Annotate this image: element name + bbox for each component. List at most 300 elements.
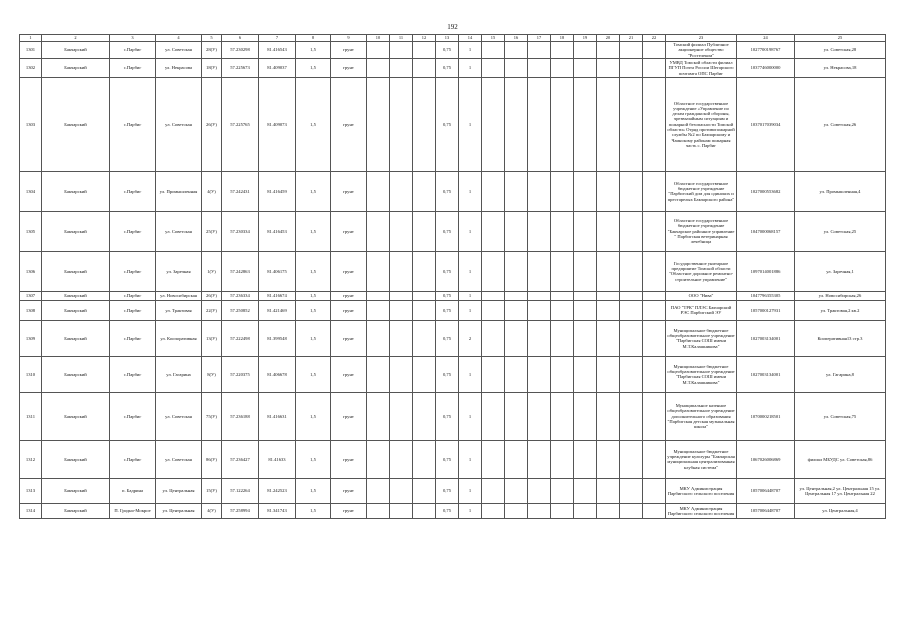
- table-cell: [505, 300, 528, 320]
- table-cell: [413, 58, 436, 77]
- table-cell: 1: [459, 300, 482, 320]
- table-cell: 1027003134001: [737, 320, 795, 356]
- table-cell: [551, 58, 574, 77]
- table-cell: ул. Гагарина: [156, 356, 202, 392]
- table-cell: 1,5: [296, 171, 331, 211]
- table-cell: 57.258994: [222, 503, 259, 518]
- table-cell: Областное государственное учреждение «Управление по делам гражданской обороны, чрезвычайным ситуациям и пожарной безопасности Томской области» Отряд противопожарной службы №2 по Бакчарскому и Чаинскому районам пожарная часть с. Парбиг: [666, 77, 737, 171]
- table-cell: 1057006448707: [737, 478, 795, 503]
- table-cell: 26(У): [202, 77, 222, 171]
- table-cell: 1070000218501: [737, 392, 795, 440]
- table-cell: [413, 503, 436, 518]
- table-cell: с.Парбиг: [110, 58, 156, 77]
- table-cell: [620, 356, 643, 392]
- table-cell: 0,75: [436, 42, 459, 59]
- table-cell: 1,5: [296, 251, 331, 291]
- table-cell: [643, 77, 666, 171]
- table-cell: [574, 291, 597, 300]
- table-cell: 86(У): [202, 440, 222, 478]
- table-row: [20, 291, 886, 300]
- table-cell: 1313: [20, 478, 42, 503]
- table-cell: [367, 392, 390, 440]
- table-cell: Государственное унитарное предприятие Томской области "Областное дорожное ремонтно-строительное управление": [666, 251, 737, 291]
- table-cell: грунт: [331, 291, 367, 300]
- table-cell: 1047796355305: [737, 291, 795, 300]
- table-cell: 25(У): [202, 211, 222, 251]
- table-cell: [643, 291, 666, 300]
- table-cell: [367, 478, 390, 503]
- table-cell: [482, 392, 505, 440]
- table-cell: грунт: [331, 320, 367, 356]
- table-cell: 1,5: [296, 478, 331, 503]
- table-cell: 0,75: [436, 291, 459, 300]
- column-header: 4: [156, 35, 202, 42]
- table-cell: [505, 478, 528, 503]
- table-cell: [574, 211, 597, 251]
- table-cell: Бакчарский: [42, 356, 110, 392]
- table-cell: 57.220375: [222, 356, 259, 392]
- column-header: 2: [42, 35, 110, 42]
- table-cell: [390, 440, 413, 478]
- column-header: 3: [110, 35, 156, 42]
- table-cell: с.Парбиг: [110, 300, 156, 320]
- header-row: [20, 35, 886, 42]
- column-header: 15: [482, 35, 505, 42]
- table-cell: с.Парбиг: [110, 440, 156, 478]
- table-cell: ул. Советская: [156, 211, 202, 251]
- table-cell: с.Парбиг: [110, 320, 156, 356]
- table-cell: 1307: [20, 291, 42, 300]
- table-cell: ул. Трактовая,2 кв.2: [795, 300, 886, 320]
- table-row: [20, 392, 886, 440]
- table-cell: 57.242863: [222, 251, 259, 291]
- table-cell: [390, 503, 413, 518]
- table-cell: [574, 392, 597, 440]
- table-cell: [413, 300, 436, 320]
- table-cell: с.Парбиг: [110, 356, 156, 392]
- table-cell: ул. Советская,75: [795, 392, 886, 440]
- table-cell: ул. Советская: [156, 42, 202, 59]
- table-cell: 1047000068157: [737, 211, 795, 251]
- table-cell: [528, 320, 551, 356]
- table-cell: [413, 42, 436, 59]
- table-cell: Кооперативная13 стр.3: [795, 320, 886, 356]
- table-cell: [574, 503, 597, 518]
- table-cell: [597, 211, 620, 251]
- table-cell: [390, 392, 413, 440]
- table-cell: [482, 503, 505, 518]
- table-cell: 1027003134001: [737, 356, 795, 392]
- table-cell: [528, 356, 551, 392]
- table-cell: грунт: [331, 251, 367, 291]
- table-cell: УМВД Томской области филиал ПГУП Почта России Шегарского почтамта ОПС Парбиг: [666, 58, 737, 77]
- table-cell: 57.250852: [222, 300, 259, 320]
- table-cell: Бакчарский: [42, 392, 110, 440]
- table-cell: 1(У): [202, 251, 222, 291]
- table-cell: [574, 77, 597, 171]
- table-cell: [413, 440, 436, 478]
- table-cell: [597, 503, 620, 518]
- table-cell: ул. Заречная: [156, 251, 202, 291]
- table-cell: [367, 58, 390, 77]
- table-cell: [528, 77, 551, 171]
- table-cell: [505, 503, 528, 518]
- table-cell: [643, 392, 666, 440]
- table-cell: [482, 171, 505, 211]
- table-cell: 1027700198767: [737, 42, 795, 59]
- column-header: 5: [202, 35, 222, 42]
- table-cell: Бакчарский: [42, 251, 110, 291]
- table-cell: ул. Центральная: [156, 478, 202, 503]
- table-cell: [528, 300, 551, 320]
- table-cell: грунт: [331, 300, 367, 320]
- table-cell: [390, 171, 413, 211]
- table-cell: 1,5: [296, 503, 331, 518]
- table-cell: [482, 300, 505, 320]
- table-cell: 0,75: [436, 392, 459, 440]
- table-cell: 1305: [20, 211, 42, 251]
- table-row: [20, 171, 886, 211]
- table-cell: [597, 291, 620, 300]
- table-cell: 1: [459, 356, 482, 392]
- table-cell: [574, 440, 597, 478]
- table-cell: [390, 42, 413, 59]
- table-cell: ПАО "ТРК" ПЛЭС Бакчарский РЭС Парбигский ЭУ: [666, 300, 737, 320]
- table-cell: 1: [459, 42, 482, 59]
- table-cell: 57.242431: [222, 171, 259, 211]
- table-cell: [367, 171, 390, 211]
- table-row: [20, 440, 886, 478]
- table-cell: 1314: [20, 503, 42, 518]
- table-row: [20, 211, 886, 251]
- table-cell: 0,75: [436, 440, 459, 478]
- table-cell: [574, 478, 597, 503]
- table-cell: ул. Советская: [156, 77, 202, 171]
- table-cell: грунт: [331, 478, 367, 503]
- table-cell: грунт: [331, 211, 367, 251]
- table-cell: 1,5: [296, 300, 331, 320]
- table-cell: 0,75: [436, 320, 459, 356]
- table-cell: [482, 42, 505, 59]
- table-cell: 81.409073: [259, 77, 296, 171]
- column-header: 7: [259, 35, 296, 42]
- table-cell: [367, 77, 390, 171]
- table-cell: 4(У): [202, 171, 222, 211]
- table-cell: [528, 251, 551, 291]
- table-cell: Бакчарский: [42, 211, 110, 251]
- table-cell: [620, 211, 643, 251]
- table-cell: [620, 291, 643, 300]
- column-header: 20: [597, 35, 620, 42]
- column-header: 12: [413, 35, 436, 42]
- table-cell: [643, 356, 666, 392]
- table-cell: Областное государственное бюджетное учреждение "Бакчарское районное управление " Парбигская ветеринарная лечебница: [666, 211, 737, 251]
- table-cell: [620, 440, 643, 478]
- table-cell: [551, 291, 574, 300]
- table-cell: 22(У): [202, 300, 222, 320]
- table-cell: ул. Некрасова,18: [795, 58, 886, 77]
- table-cell: 1,5: [296, 320, 331, 356]
- table-cell: [574, 320, 597, 356]
- table-cell: 1308: [20, 300, 42, 320]
- table-cell: [390, 300, 413, 320]
- table-cell: 1,5: [296, 392, 331, 440]
- table-cell: [620, 42, 643, 59]
- table-cell: [574, 251, 597, 291]
- table-cell: 1057006448707: [737, 503, 795, 518]
- table-cell: [597, 356, 620, 392]
- table-cell: [528, 211, 551, 251]
- table-cell: 1: [459, 478, 482, 503]
- table-cell: [390, 356, 413, 392]
- table-cell: [597, 77, 620, 171]
- table-cell: с.Парбиг: [110, 77, 156, 171]
- table-cell: 1027000553682: [737, 171, 795, 211]
- table-cell: [482, 211, 505, 251]
- table-cell: филиал МБУДС ул. Советская,86: [795, 440, 886, 478]
- table-cell: [597, 478, 620, 503]
- table-cell: грунт: [331, 440, 367, 478]
- table-cell: ООО "Нива": [666, 291, 737, 300]
- table-cell: 1037017039034: [737, 77, 795, 171]
- table-cell: 1: [459, 392, 482, 440]
- table-cell: [413, 478, 436, 503]
- table-cell: [413, 77, 436, 171]
- table-cell: 1,5: [296, 77, 331, 171]
- table-cell: [390, 58, 413, 77]
- table-cell: [367, 356, 390, 392]
- column-header: 22: [643, 35, 666, 42]
- table-cell: 1: [459, 291, 482, 300]
- table-cell: [390, 320, 413, 356]
- table-cell: 1304: [20, 171, 42, 211]
- table-row: [20, 251, 886, 291]
- table-cell: с.Парбиг: [110, 251, 156, 291]
- table-cell: [528, 58, 551, 77]
- table-cell: Областное государственное бюджетное учреждение "Парбигский дом для одиноких и престарелых Бакчарского района": [666, 171, 737, 211]
- table-cell: 57.222498: [222, 320, 259, 356]
- table-cell: [367, 300, 390, 320]
- table-cell: 1: [459, 58, 482, 77]
- table-cell: [413, 392, 436, 440]
- table-cell: с.Парбиг: [110, 171, 156, 211]
- table-row: [20, 503, 886, 518]
- table-cell: [482, 356, 505, 392]
- table-cell: [551, 392, 574, 440]
- table-cell: [620, 251, 643, 291]
- table-cell: [551, 478, 574, 503]
- table-cell: 1,5: [296, 42, 331, 59]
- table-cell: ул. Советская,26: [795, 77, 886, 171]
- table-cell: [551, 320, 574, 356]
- table-cell: ул. Центральная,2 ул. Центральная 15 ул. Центральная 17 ул. Центральная 22: [795, 478, 886, 503]
- table-cell: 1: [459, 171, 482, 211]
- table-cell: [505, 291, 528, 300]
- table-cell: [482, 291, 505, 300]
- table-cell: 1310: [20, 356, 42, 392]
- table-cell: 0,75: [436, 58, 459, 77]
- table-cell: ул. Заречная,1: [795, 251, 886, 291]
- table-row: [20, 58, 886, 77]
- table-cell: [551, 211, 574, 251]
- table-cell: Бакчарский: [42, 171, 110, 211]
- table-cell: 1: [459, 440, 482, 478]
- table-cell: 81.416674: [259, 291, 296, 300]
- table-cell: [551, 503, 574, 518]
- table-cell: 15(У): [202, 478, 222, 503]
- table-cell: Муниципальное казенное общеобразовательное учреждение дополнительного образования "Парбигская детская музыкальная школа": [666, 392, 737, 440]
- table-cell: [620, 320, 643, 356]
- table-cell: с.Парбиг: [110, 291, 156, 300]
- table-cell: 1: [459, 77, 482, 171]
- table-cell: [528, 291, 551, 300]
- table-cell: [620, 478, 643, 503]
- table-cell: [597, 320, 620, 356]
- table-cell: 1301: [20, 42, 42, 59]
- table-cell: МКУ Администрация Парбигского сельского поселения: [666, 503, 737, 518]
- table-cell: 0,75: [436, 77, 459, 171]
- table-cell: [643, 440, 666, 478]
- table-row: [20, 478, 886, 503]
- column-header: 19: [574, 35, 597, 42]
- page-number: 192: [447, 23, 458, 31]
- table-cell: 0,75: [436, 300, 459, 320]
- table-cell: 0,75: [436, 171, 459, 211]
- table-cell: [574, 42, 597, 59]
- table-cell: [551, 251, 574, 291]
- table-cell: [528, 392, 551, 440]
- table-cell: 18(У): [202, 58, 222, 77]
- table-cell: ул. Трактовая: [156, 300, 202, 320]
- table-cell: грунт: [331, 392, 367, 440]
- column-header: 25: [795, 35, 886, 42]
- table-cell: 1306: [20, 251, 42, 291]
- table-cell: Муниципальное бюджетное учреждение культуры "Бакчарская муниципальная централизованная клубная система": [666, 440, 737, 478]
- table-cell: [643, 42, 666, 59]
- table-cell: 57.236427: [222, 440, 259, 478]
- table-cell: п. Бадрина: [110, 478, 156, 503]
- table-row: [20, 77, 886, 171]
- column-header: 17: [528, 35, 551, 42]
- table-cell: 81.242523: [259, 478, 296, 503]
- table-cell: 1302: [20, 58, 42, 77]
- column-header: 8: [296, 35, 331, 42]
- table-cell: 57.236334: [222, 291, 259, 300]
- table-cell: [505, 392, 528, 440]
- table-cell: 1: [459, 211, 482, 251]
- table-row: [20, 300, 886, 320]
- table-cell: Муниципальное бюджетное общеобразовательное учреждение "Парбигская СОШ имени М.Т.Калашникова": [666, 320, 737, 356]
- table-cell: с.Парбиг: [110, 211, 156, 251]
- table-cell: ул. Коопоративная: [156, 320, 202, 356]
- table-cell: 1,5: [296, 356, 331, 392]
- table-cell: грунт: [331, 77, 367, 171]
- table-cell: [413, 171, 436, 211]
- table-cell: [367, 440, 390, 478]
- table-cell: [551, 440, 574, 478]
- registry-table: [19, 34, 886, 519]
- table-cell: [505, 42, 528, 59]
- table-cell: Бакчарский: [42, 58, 110, 77]
- table-cell: 1: [459, 503, 482, 518]
- table-cell: [620, 503, 643, 518]
- table-cell: [505, 356, 528, 392]
- column-header: 13: [436, 35, 459, 42]
- table-cell: грунт: [331, 503, 367, 518]
- table-cell: 81.416453: [259, 211, 296, 251]
- table-cell: [597, 392, 620, 440]
- table-cell: [482, 58, 505, 77]
- table-cell: с.Парбиг: [110, 42, 156, 59]
- table-cell: [367, 291, 390, 300]
- table-cell: [413, 291, 436, 300]
- column-header: 14: [459, 35, 482, 42]
- table-cell: [643, 251, 666, 291]
- table-cell: [528, 440, 551, 478]
- column-header: 21: [620, 35, 643, 42]
- table-cell: [413, 356, 436, 392]
- table-cell: 81.409037: [259, 58, 296, 77]
- table-cell: [505, 58, 528, 77]
- table-cell: 75(У): [202, 392, 222, 440]
- column-header: 6: [222, 35, 259, 42]
- table-cell: [413, 320, 436, 356]
- table-cell: ул. Советская,25: [795, 211, 886, 251]
- table-cell: ул. Некрасова: [156, 58, 202, 77]
- table-cell: Томский филиал Публичное акционерное общество "Ростелеком": [666, 42, 737, 59]
- table-cell: [482, 320, 505, 356]
- table-cell: [643, 58, 666, 77]
- table-cell: [390, 251, 413, 291]
- table-cell: 1303: [20, 77, 42, 171]
- table-cell: [551, 300, 574, 320]
- table-cell: [620, 58, 643, 77]
- table-cell: 57.122264: [222, 478, 259, 503]
- table-cell: 8(У): [202, 356, 222, 392]
- table-cell: ул. Советская,28: [795, 42, 886, 59]
- table-cell: [390, 478, 413, 503]
- table-cell: 1: [459, 251, 482, 291]
- table-cell: с.Парбиг: [110, 392, 156, 440]
- table-cell: ул. Новосибирская,26: [795, 291, 886, 300]
- table-cell: [505, 171, 528, 211]
- table-cell: [482, 478, 505, 503]
- table-cell: Бакчарский: [42, 320, 110, 356]
- table-cell: [482, 440, 505, 478]
- table-cell: 81.41633: [259, 440, 296, 478]
- table-cell: [643, 320, 666, 356]
- table-cell: [367, 503, 390, 518]
- table-cell: Бакчарский: [42, 478, 110, 503]
- table-cell: 1057000127931: [737, 300, 795, 320]
- table-cell: 1,5: [296, 440, 331, 478]
- table-cell: 57.225673: [222, 58, 259, 77]
- table-cell: [643, 211, 666, 251]
- column-header: 18: [551, 35, 574, 42]
- table-cell: грунт: [331, 171, 367, 211]
- table-cell: [482, 77, 505, 171]
- table-cell: 0,75: [436, 503, 459, 518]
- table-cell: [505, 251, 528, 291]
- table-cell: [390, 291, 413, 300]
- table-cell: 2: [459, 320, 482, 356]
- table-cell: [390, 211, 413, 251]
- table-cell: [620, 77, 643, 171]
- table-cell: ул. Новосибирская: [156, 291, 202, 300]
- table-cell: ул. Советская: [156, 440, 202, 478]
- column-header: 16: [505, 35, 528, 42]
- table-cell: 81.421469: [259, 300, 296, 320]
